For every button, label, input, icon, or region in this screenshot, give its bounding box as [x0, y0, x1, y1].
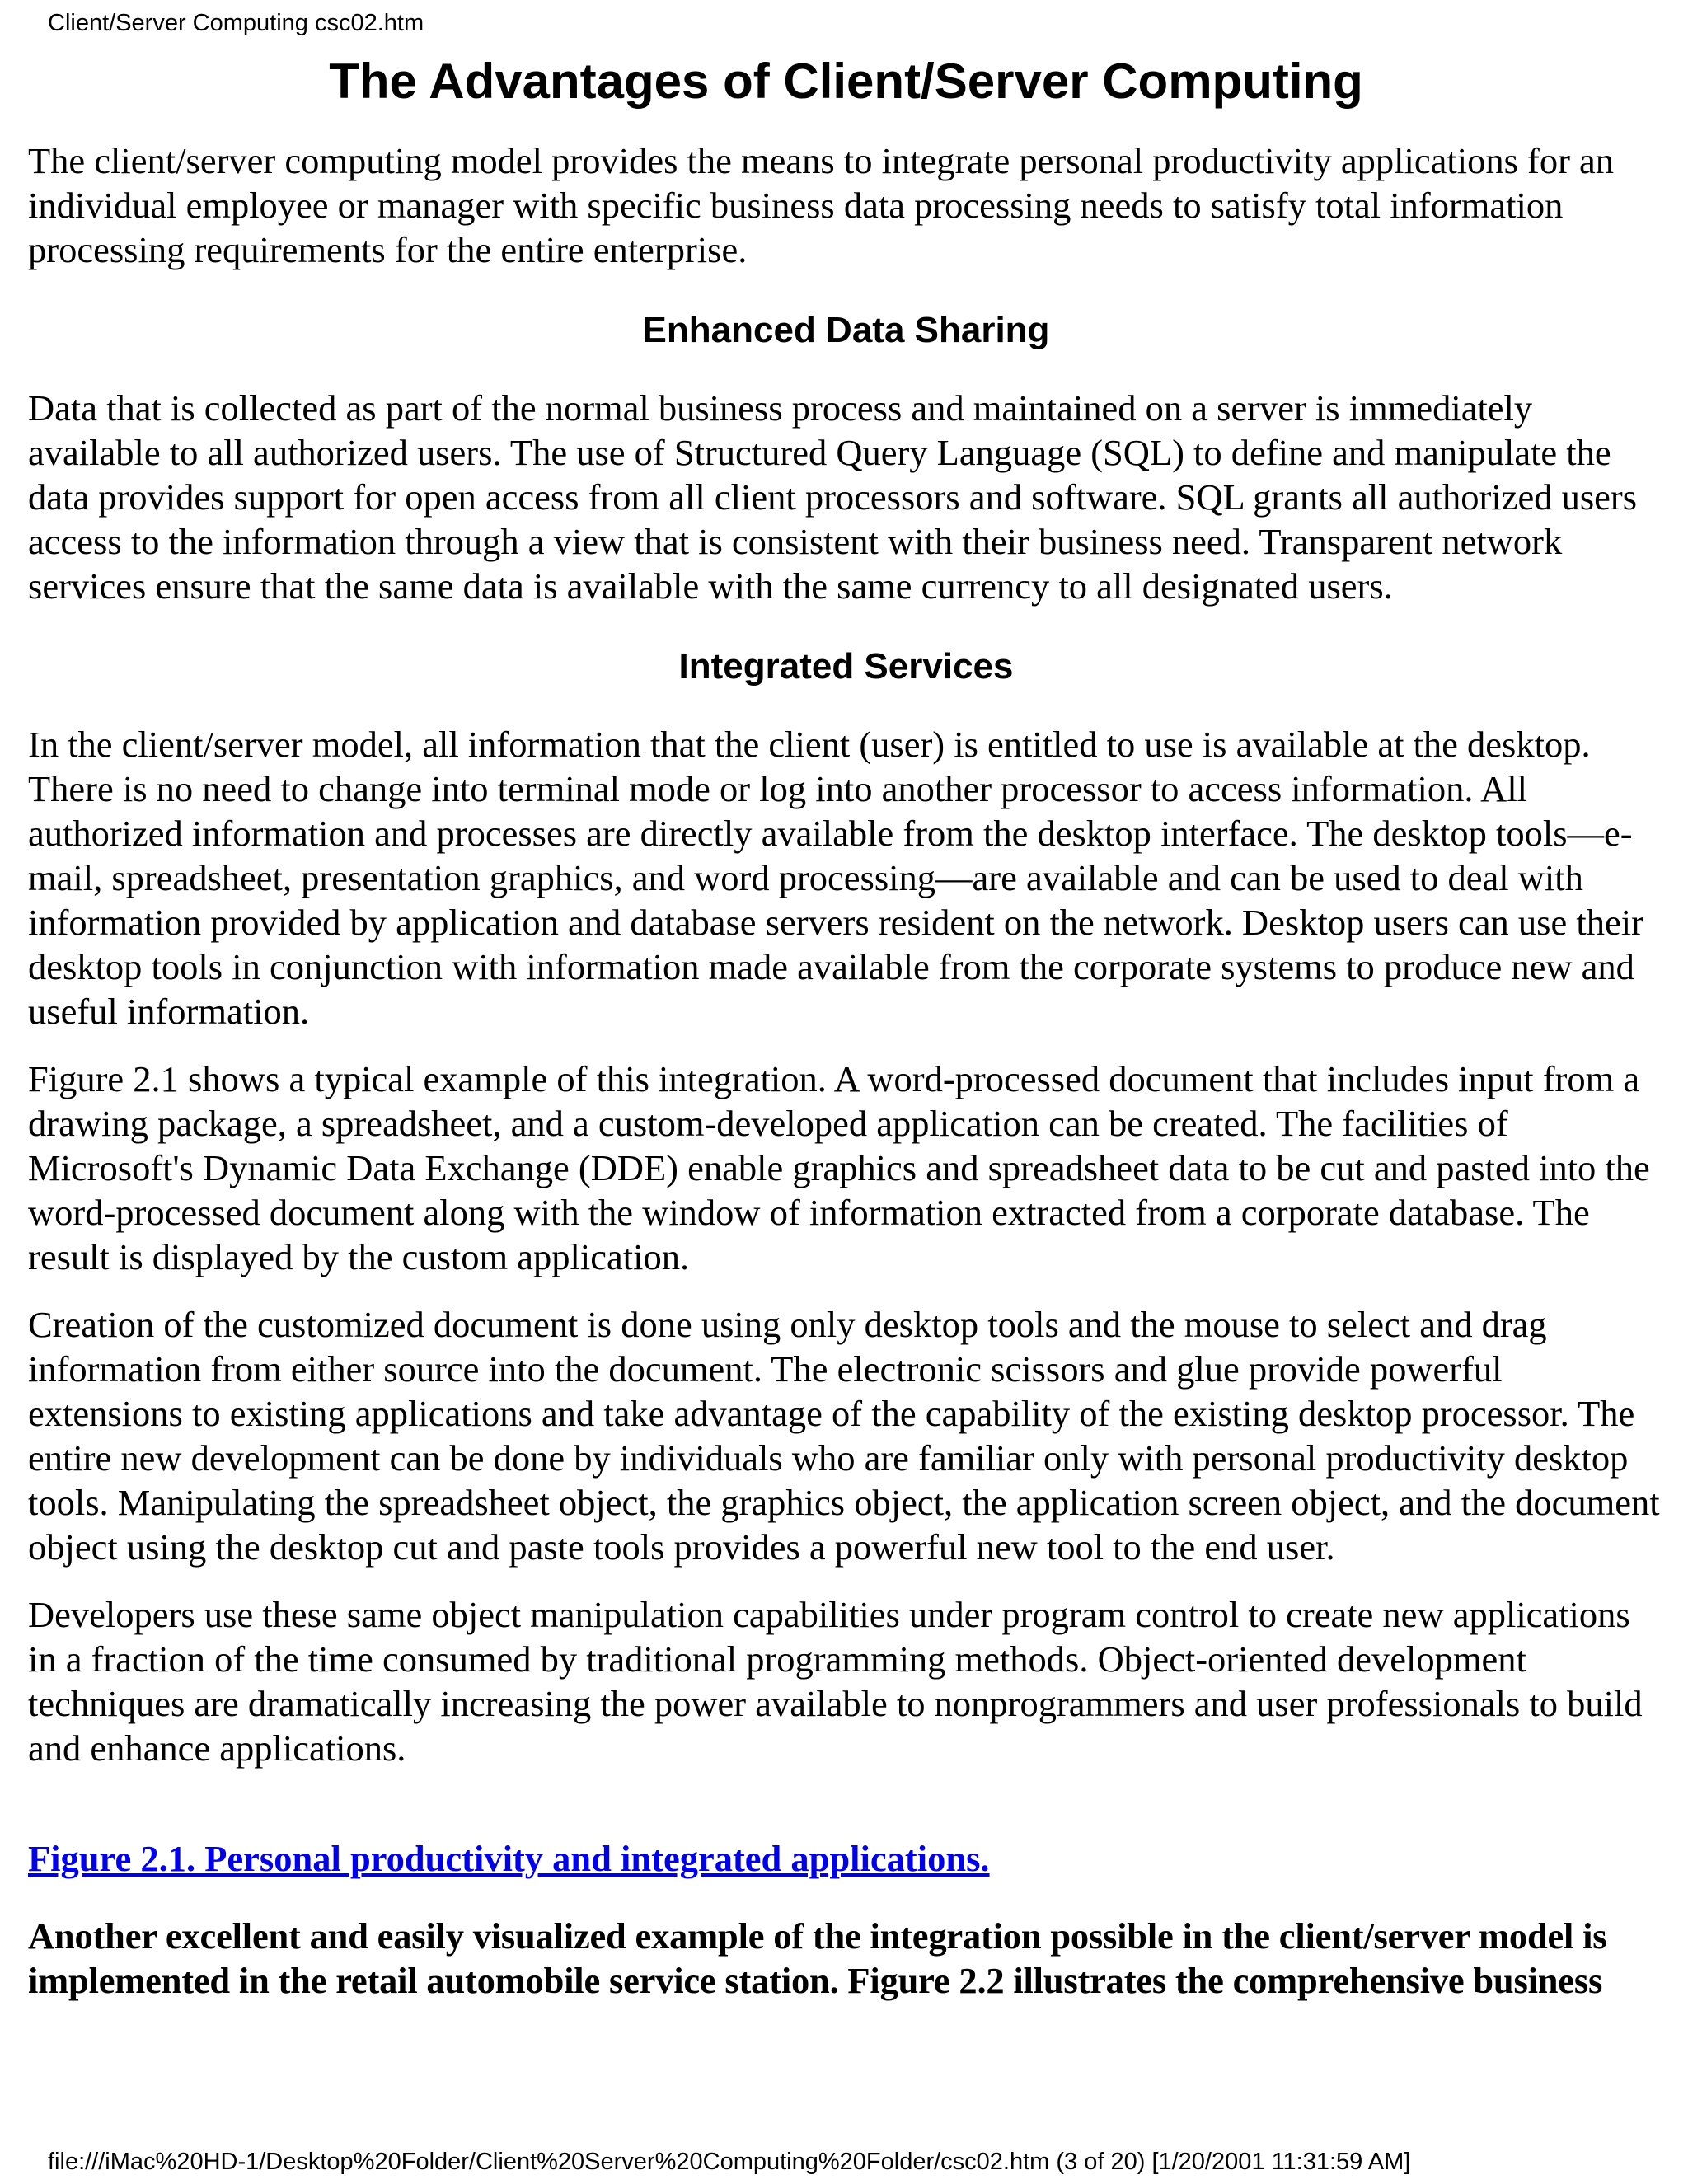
integrated-services-paragraph-3: Creation of the customized document is done using only desktop tools and the mouse to select and drag information from either source into the document. The electronic scissors and glue provide powerful extensions to existing applications and take advantage of the capability of the existing desktop processor. The entire new development can be done by individuals who are familiar only with personal productivity desktop tools. Manipulating the spreadsheet object, the graphics object, the application screen object, and the document object using the desktop cut and paste tools provides a powerful new tool to the end user.: [28, 1304, 1660, 1568]
data-sharing-paragraph: Data that is collected as part of the normal business process and maintained on a server is immediately available to all authorized users. The use of Structured Query Language (SQL) to define and manipulate the data provides support for open access from all client processors and software. SQL grants all authorized users access to the information through a view that is consistent with their business need. Transparent network services ensure that the same data is available with the same currency to all designated users.: [28, 387, 1638, 607]
intro-paragraph: The client/server computing model provides the means to integrate personal productivity applications for an individual employee or manager with specific business data processing needs to satisfy total information processing requirements for the entire enterprise.: [28, 140, 1615, 270]
service-station-paragraph: Another excellent and easily visualized example of the integration possible in the client/server model is implemented in the retail automobile service station. Figure 2.2 illustrates the comprehensive business: [28, 1915, 1607, 2001]
integrated-services-paragraph-1: In the client/server model, all information that the client (user) is entitled to use is available at the desktop. There is no need to change into terminal mode or log into another processor to access information. All authorized information and processes are directly available from the desktop interface. The desktop tools—e-mail, spreadsheet, presentation graphics, and word processing—are available and can be used to deal with information provided by application and database servers resident on the network. Desktop users can use their desktop tools in conjunction with information made available from the corporate systems to produce new and useful information.: [28, 724, 1643, 1032]
section-heading-integrated-services: Integrated Services: [678, 646, 1014, 687]
file-path-footer: file:///iMac%20HD-1/Desktop%20Folder/Client%20Server%20Computing%20Folder/csc02.htm (3 of 20) [1/20/2001 11:31:59 AM]: [48, 2149, 1411, 2175]
figure-2-1-link[interactable]: Figure 2.1. Personal productivity and integrated applications.: [28, 1838, 990, 1879]
page-title: The Advantages of Client/Server Computing: [329, 54, 1363, 109]
section-heading-enhanced-data-sharing: Enhanced Data Sharing: [642, 310, 1050, 350]
document-body: [28, 46, 1664, 2026]
integrated-services-paragraph-4: Developers use these same object manipulation capabilities under program control to create new applications in a fraction of the time consumed by traditional programming methods. Object-oriented development techniques are dramatically increasing the power available to nonprogrammers and user professionals to build and enhance applications.: [28, 1594, 1643, 1769]
running-header: Client/Server Computing csc02.htm: [48, 10, 424, 36]
integrated-services-paragraph-2: Figure 2.1 shows a typical example of this integration. A word-processed document that includes input from a drawing package, a spreadsheet, and a custom-developed application can be created. The facilities of Microsoft's Dynamic Data Exchange (DDE) enable graphics and spreadsheet data to be cut and pasted into the word-processed document along with the window of information extracted from a corporate database. The result is displayed by the custom application.: [28, 1058, 1650, 1277]
